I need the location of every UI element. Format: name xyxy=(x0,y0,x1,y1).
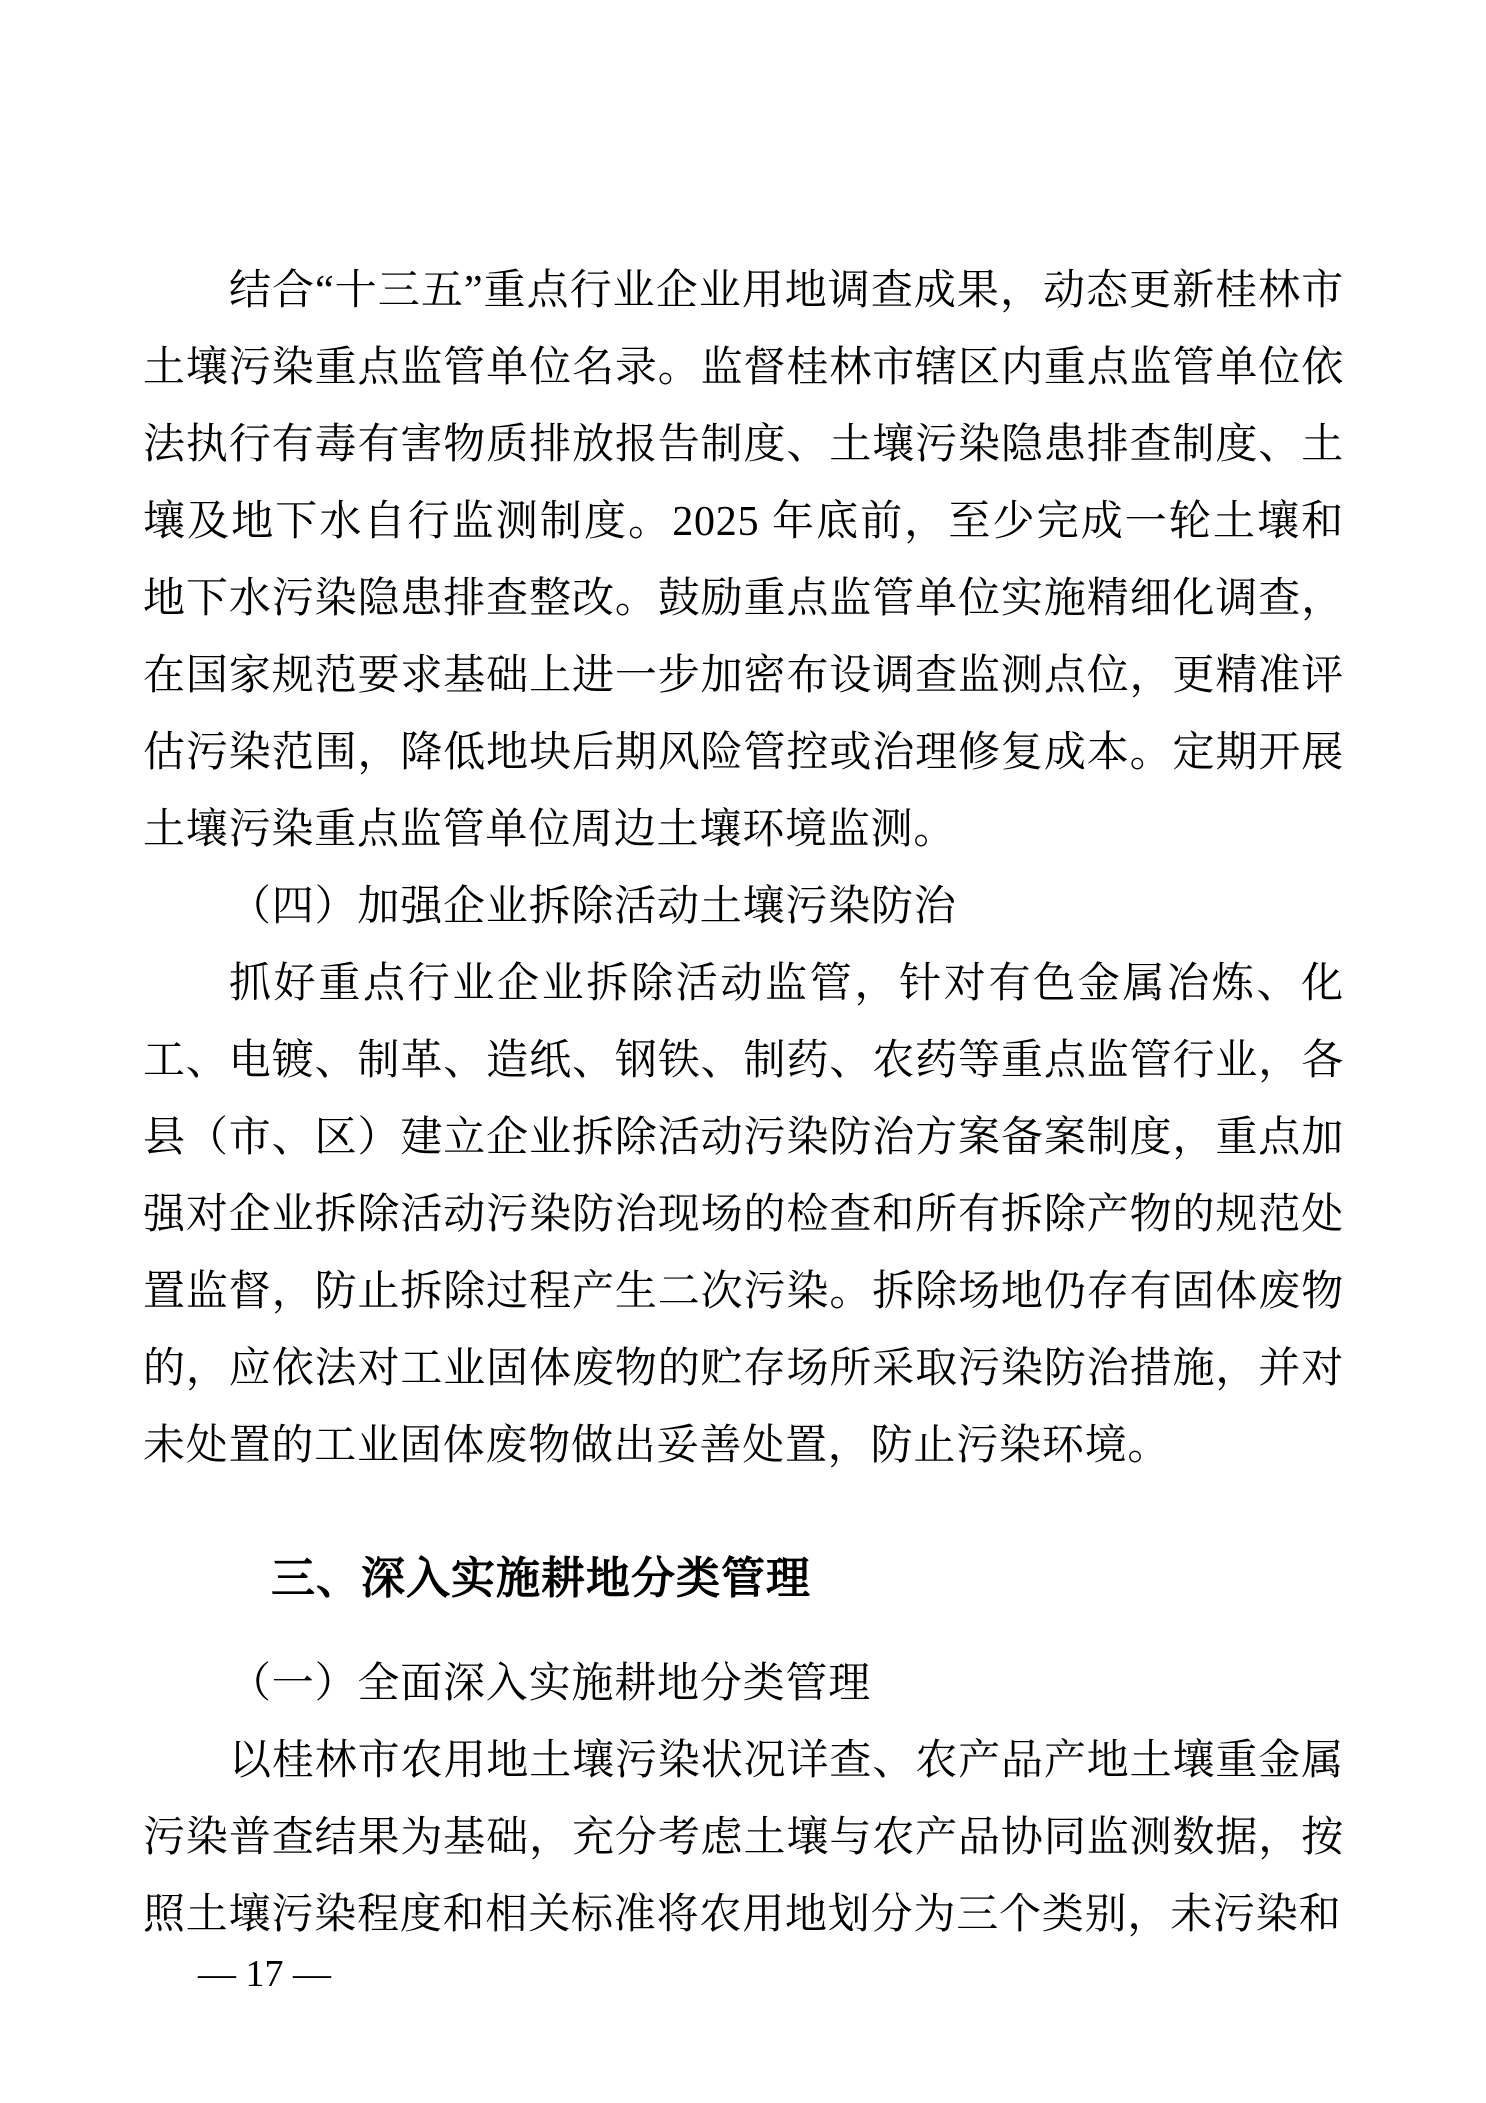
paragraph-farmland-classification: 以桂林市农用地土壤污染状况详查、农产品产地土壤重金属污染普查结果为基础，充分考虑土壤与农产品协同监测数据，按照土壤污染程度和相关标准将农用地划分为三个类别，未污染和 xyxy=(143,1738,1344,1938)
document-content xyxy=(143,253,1344,1954)
page-number: — 17 — xyxy=(198,1953,331,1995)
subsection-heading-four: （四）加强企业拆除活动土壤污染防治 xyxy=(229,884,957,930)
paragraph-key-supervision-units: 结合“十三五”重点行业企业用地调查成果，动态更新桂林市土壤污染重点监管单位名录。监督桂林市辖区内重点监管单位依法执行有毒有害物质排放报告制度、土壤污染隐患排查制度、土壤及地下水自行监测制度。2025 年底前，至少完成一轮土壤和地下水污染隐患排查整改。鼓励重点监管单位实施精细化调查，在国家规范要求基础上进一步加密布设调查监测点位，更精准评估污染范围，降低地块后期风险管控或治理修复成本。定期开展土壤污染重点监管单位周边土壤环境监测。 xyxy=(143,268,1344,853)
paragraph-demolition-supervision: 抓好重点行业企业拆除活动监管，针对有色金属冶炼、化工、电镀、制革、造纸、钢铁、制药、农药等重点监管行业，各县（市、区）建立企业拆除活动污染防治方案备案制度，重点加强对企业拆除活动污染防治现场的检查和所有拆除产物的规范处置监督，防止拆除过程产生二次污染。拆除场地仍存有固体废物的，应依法对工业固体废物的贮存场所采取污染防治措施，并对未处置的工业固体废物做出妥善处置，防止污染环境。 xyxy=(143,961,1344,1469)
subsection-heading-one: （一）全面深入实施耕地分类管理 xyxy=(229,1661,872,1707)
section-heading-three: 三、深入实施耕地分类管理 xyxy=(271,1554,811,1603)
